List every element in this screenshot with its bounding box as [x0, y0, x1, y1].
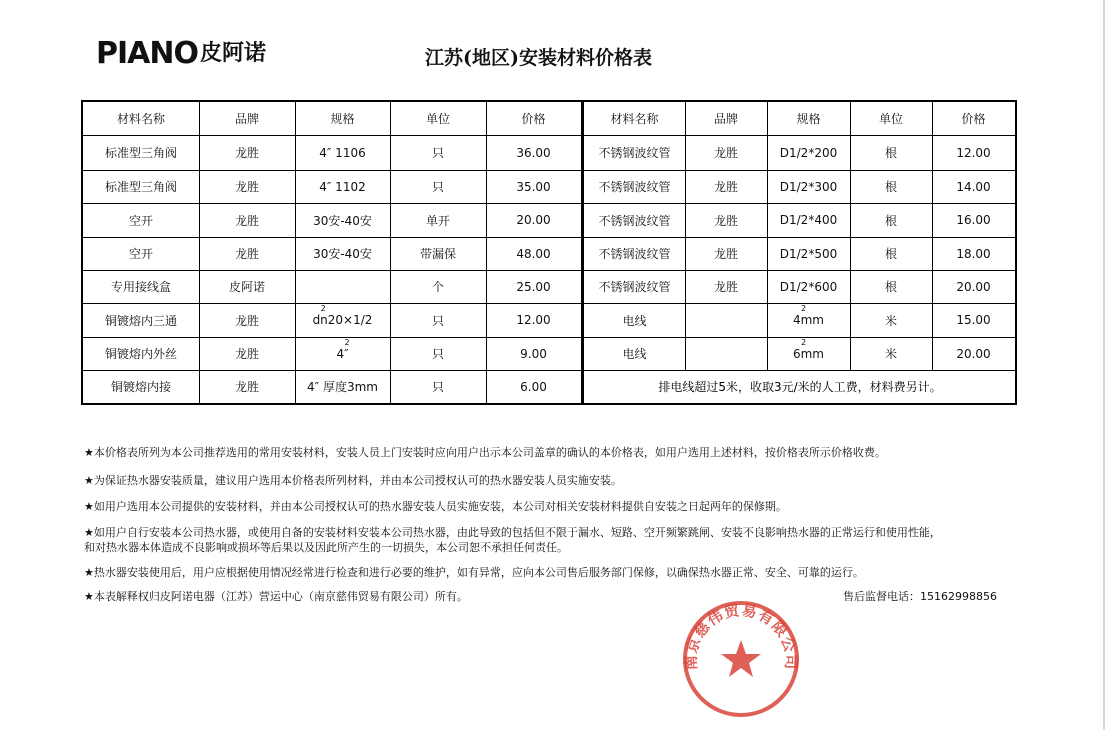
right-row-5-name: 不锈钢波纹管	[598, 280, 671, 294]
header-left-price: 价格	[521, 112, 546, 126]
right-row-5-brand: 龙胜	[713, 280, 738, 294]
left-row-4-unit: 带漏保	[419, 247, 456, 261]
left-row-1-unit: 只	[431, 146, 444, 160]
right-row-7-brand	[685, 337, 767, 370]
right-row-5-price: 20.00	[956, 279, 991, 294]
grid-line	[584, 370, 1016, 371]
brand-logo	[96, 37, 266, 71]
right-row-2-name: 不锈钢波纹管	[598, 180, 671, 194]
note-1: ★本价格表所列为本公司推荐选用的常用安装材料，安装人员上门安装时应向用户出示本公司盖章的确认的本价格表，如用户选用上述材料，按价格表所示价格收费。	[84, 446, 886, 459]
right-row-4-spec: D1/2*500	[779, 246, 838, 261]
header-left-spec: 规格	[330, 112, 355, 126]
left-row-5-price: 25.00	[516, 279, 551, 294]
left-row-1-name: 标准型三角阀	[104, 146, 177, 160]
right-row-6-unit: 米	[884, 313, 897, 328]
star-icon	[721, 640, 761, 677]
left-row-5-name: 专用接线盒	[110, 280, 171, 294]
right-row-4-price: 18.00	[956, 246, 991, 261]
left-row-6-price: 12.00	[516, 313, 551, 327]
logo-chinese: 皮阿诺	[199, 41, 266, 66]
header-right-unit: 单位	[878, 112, 903, 126]
left-row-1-price: 36.00	[516, 145, 551, 160]
wire-fee-note: 排电线超过5米，收取3元/米的人工费，材料费另计。	[658, 380, 942, 394]
note-3: ★如用户选用本公司提供的安装材料，并由本公司授权认可的热水器安装人员实施安装，本公司对相关安装材料提供自安装之日起两年的保修期。	[84, 500, 787, 513]
left-row-4-name: 空开	[128, 247, 153, 261]
right-row-5-spec: D1/2*600	[779, 279, 838, 294]
right-row-7-price: 20.00	[956, 346, 991, 361]
right-row-6-spec: 2 4mm	[792, 304, 824, 327]
page-title: 江苏(地区)安装材料价格表	[425, 47, 652, 69]
hotline: 售后监督电话：15162998856	[843, 590, 997, 603]
left-row-4-brand: 龙胜	[234, 247, 259, 261]
left-row-5-brand: 皮阿诺	[228, 280, 265, 294]
left-row-7-unit: 只	[431, 347, 444, 361]
right-row-7-name: 电线	[622, 347, 647, 361]
note-6: ★本表解释权归皮阿诺电器（江苏）营运中心（南京慈伟贸易有限公司）所有。	[84, 590, 468, 603]
right-row-2-unit: 根	[884, 180, 897, 194]
right-row-6-price: 15.00	[956, 313, 991, 327]
left-row-5-unit: 个	[431, 280, 444, 294]
right-row-6-brand	[685, 303, 767, 337]
left-row-7-price: 9.00	[520, 346, 547, 361]
left-row-6-name: 铜镀熔内三通	[104, 313, 177, 328]
right-row-2-spec: D1/2*300	[779, 179, 838, 194]
left-row-8-brand: 龙胜	[234, 380, 259, 394]
left-row-7-name: 铜镀熔内外丝	[104, 347, 177, 361]
left-row-7-spec: 2 4″	[336, 337, 350, 361]
header-right-name: 材料名称	[610, 112, 659, 126]
right-row-4-brand: 龙胜	[713, 247, 738, 261]
right-row-1-price: 12.00	[956, 145, 991, 160]
right-row-1-brand: 龙胜	[713, 146, 738, 160]
left-row-3-unit: 单开	[425, 213, 450, 228]
price-table	[81, 100, 1017, 405]
right-row-1-spec: D1/2*200	[779, 145, 838, 160]
header-right-brand: 品牌	[713, 112, 738, 126]
right-row-3-spec: D1/2*400	[779, 213, 838, 227]
header-left-brand: 品牌	[234, 112, 259, 126]
note-4-cont: 和对热水器本体造成不良影响或损坏等后果以及因此所产生的一切损失，本公司恕不承担任何责任。	[84, 541, 568, 554]
left-row-3-brand: 龙胜	[234, 213, 259, 228]
company-seal	[680, 598, 802, 720]
right-row-1-name: 不锈钢波纹管	[598, 146, 671, 160]
right-row-4-name: 不锈钢波纹管	[598, 247, 671, 261]
left-row-3-spec: 30安-40安	[313, 213, 372, 228]
left-row-2-brand: 龙胜	[234, 180, 259, 194]
left-row-6-brand: 龙胜	[234, 313, 259, 328]
right-row-2-price: 14.00	[956, 179, 991, 194]
logo-word: PIANO	[96, 36, 198, 71]
left-row-1-brand: 龙胜	[234, 146, 259, 160]
note-5: ★热水器安装使用后，用户应根据使用情况经常进行检查和进行必要的维护，如有异常，应向本公司售后服务部门保修，以确保热水器正常、安全、可靠的运行。	[84, 566, 864, 579]
header-left-unit: 单位	[425, 112, 450, 126]
left-row-8-unit: 只	[431, 380, 444, 394]
left-row-8-name: 铜镀熔内接	[110, 380, 171, 394]
header-right-price: 价格	[961, 112, 986, 126]
right-row-3-price: 16.00	[956, 213, 991, 227]
note-2: ★为保证热水器安装质量，建议用户选用本价格表所列材料，并由本公司授权认可的热水器安装人员实施安装。	[84, 474, 622, 487]
left-row-6-spec: 2 dn20×1/2	[312, 304, 373, 327]
right-row-3-unit: 根	[884, 213, 897, 228]
left-row-6-unit: 只	[431, 313, 444, 328]
header-right-spec: 规格	[796, 112, 821, 126]
right-row-5-unit: 根	[884, 280, 897, 294]
right-row-2-brand: 龙胜	[713, 180, 738, 194]
right-row-1-unit: 根	[884, 146, 897, 160]
page-edge	[1103, 0, 1105, 730]
left-row-8-price: 6.00	[520, 379, 547, 394]
left-row-2-price: 35.00	[516, 179, 551, 194]
header-left-name: 材料名称	[116, 112, 165, 126]
left-row-4-price: 48.00	[516, 246, 551, 261]
left-row-2-name: 标准型三角阀	[104, 180, 177, 194]
left-row-2-unit: 只	[431, 180, 444, 194]
right-row-3-name: 不锈钢波纹管	[598, 213, 671, 228]
left-row-1-spec: 4″ 1106	[319, 145, 366, 160]
left-row-3-name: 空开	[128, 213, 153, 228]
right-row-7-spec: 2 6mm	[792, 337, 824, 361]
right-row-7-unit: 米	[884, 347, 897, 361]
left-row-8-spec: 4″ 厚度3mm	[307, 380, 378, 394]
left-row-2-spec: 4″ 1102	[319, 179, 366, 194]
note-4: ★如用户自行安装本公司热水器，或使用自备的安装材料安装本公司热水器，由此导致的包括但不限于漏水、短路、空开频繁跳闸、安装不良影响热水器的正常运行和使用性能，	[84, 526, 941, 539]
right-row-3-brand: 龙胜	[713, 213, 738, 228]
right-row-4-unit: 根	[884, 247, 897, 261]
right-row-6-name: 电线	[622, 313, 647, 328]
left-row-4-spec: 30安-40安	[313, 247, 372, 261]
left-row-7-brand: 龙胜	[234, 347, 259, 361]
left-row-5-spec	[295, 270, 390, 303]
seal-text: 南京慈伟贸易有限公司	[681, 601, 801, 671]
left-row-3-price: 20.00	[516, 213, 551, 227]
